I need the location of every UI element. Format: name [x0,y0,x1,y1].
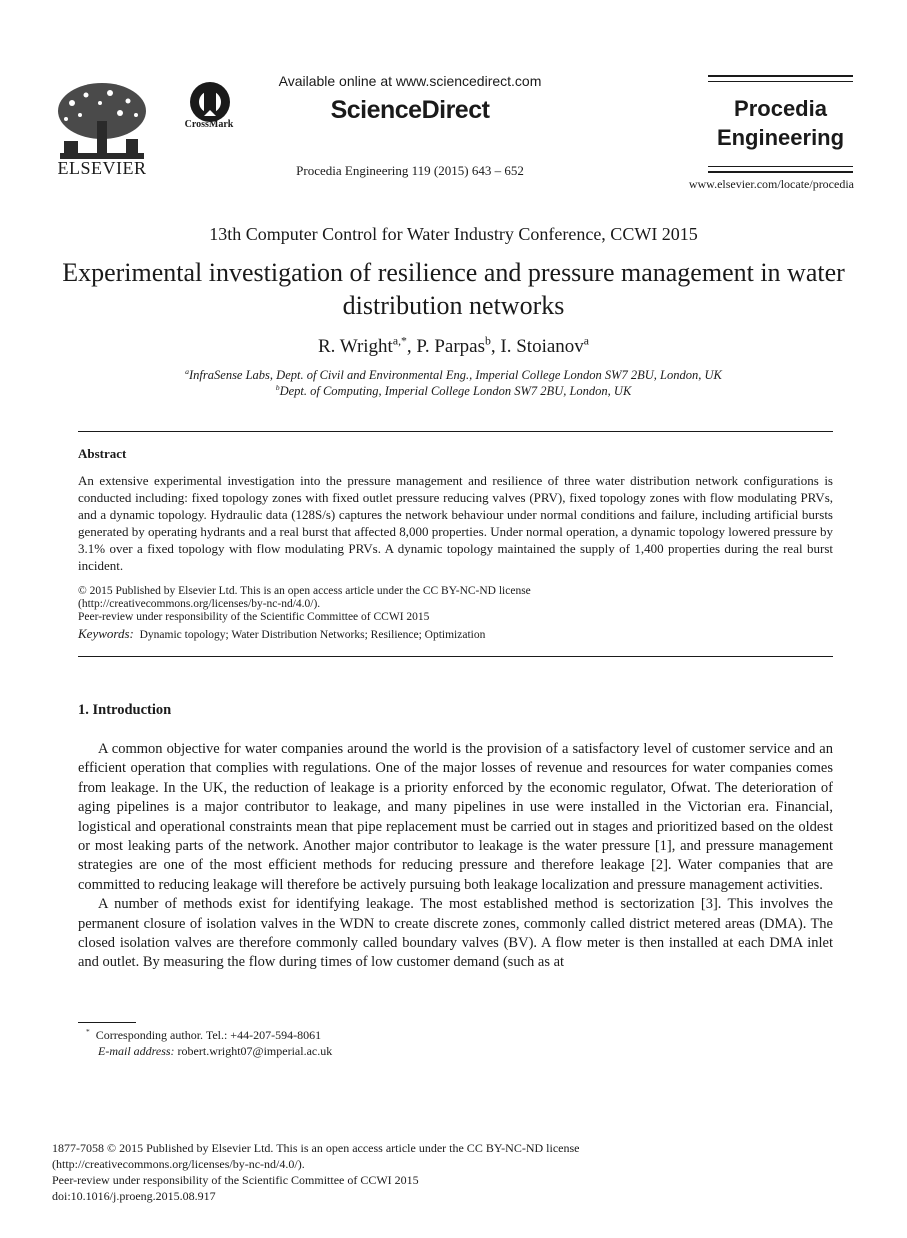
author-name: P. Parpas [416,336,486,357]
available-online[interactable]: Available online at www.sciencedirect.com [278,73,542,89]
keywords-line [78,627,833,642]
copyright-line: © 2015 Published by Elsevier Ltd. This is an open access article under the CC BY-NC-ND license [78,585,531,597]
crossmark-label: CrossMark [184,119,234,130]
footer-doi[interactable]: doi:10.1016/j.proeng.2015.08.917 [52,1189,216,1203]
author-affiliation-mark: a,* [392,334,407,348]
author-affiliation-mark: b [485,334,491,348]
license-link[interactable]: (http://creativecommons.org/licenses/by-nc-nd/4.0/). [78,598,321,610]
abstract-heading: Abstract [78,446,127,461]
paper-title: Experimental investigation of resilience and pressure management in water distribution networks [62,258,845,320]
intro-body [78,740,833,973]
journal-url[interactable]: www.elsevier.com/locate/procedia [688,177,854,191]
footer-issn: 1877-7058 © 2015 Published by Elsevier Ltd. This is an open access article under the CC BY-NC-ND license [52,1141,580,1155]
author-name: I. Stoianov [500,336,584,357]
author-affiliation-mark: a [583,334,590,348]
paragraph: A common objective for water companies around the world is the provision of a satisfactory level of customer service and an efficient operation that complies with regulations. One of the major losses of revenue and resources for water companies comes from leakage. In the UK, the reduction of leakage is a priority enforced by the economic regulator, Ofwat. The deterioration of aging pipelines is a major contributor to leakage, and many pipelines in use were installed in the Victorian era. Financial, logistical and operational constraints mean that pipe replacement must be carried out in stages and prioritized based on the oldest or most leaking parts of the network. Another major contributor to leakage is the water pressure [1], and pressure management strategies are one of the most efficient methods for reducing pressure and therefore leakage [2]. Water companies that are committed to reducing leakage will therefore be actively pursuing both leakage localization and pressure management activities. [78,741,833,893]
divider [78,656,833,657]
footer-peer-review: Peer-review under responsibility of the Scientific Committee of CCWI 2015 [52,1173,419,1187]
conference-name: 13th Computer Control for Water Industry Conference, CCWI 2015 [209,224,698,244]
journal-citation: Procedia Engineering 119 (2015) 643 – 652 [296,163,524,178]
sciencedirect-wordmark: ScienceDirect [330,96,490,124]
journal-title: Procedia Engineering [716,96,845,150]
section-heading: 1. Introduction [78,702,172,718]
affiliation-b: $^b$Dept. of Computing, Imperial College London SW7 2BU, London, UK [275,382,632,398]
peer-review-line: Peer-review under responsibility of the Scientific Committee of CCWI 2015 [78,611,430,623]
footnote-email [78,1044,853,1059]
publisher-name: ELSEVIER [57,158,147,178]
divider [78,431,833,432]
affiliation-a: $^a$InfraSense Labs, Dept. of Civil and Environmental Eng., Imperial College London SW7 2BU, London, UK [185,366,722,382]
abstract-body: An extensive experimental investigation into the pressure management and resilience of three water distribution network configurations is conducted including: fixed topology zones with fixed outlet pressure reducing valves (PRV), fixed topology zones with flow modulating PRVs, and a dynamic topology. Hydraulic data (128S/s) captures the network behaviour under normal conditions and failure, including artificial bursts generated by operating hydrants and a real burst that affected 8,000 properties. Under normal operation, a dynamic topology lowered pressure by 3.1% over a fixed topology with flow modulating PRVs. A dynamic topology maintained the supply of 1,400 properties during the real burst incident. [78,473,833,573]
keywords-label: Keywords: [78,626,134,641]
journal-masthead [708,72,853,176]
email-address[interactable]: robert.wright07@imperial.ac.uk [177,1044,333,1058]
author-list: R. Wright$^{a,*}$, P. Parpas$^b$, I. Stoianov$^a$ [317,334,590,357]
footnote-corresponding: * Corresponding author. Tel.: +44-207-594-8061 [86,1027,322,1042]
paragraph: A number of methods exist for identifying leakage. The most established method is sectorization [3]. This involves the permanent closure of isolation valves in the WDN to create discrete zones, commonly called district metered areas (DMA). The closed isolation valves are therefore commonly called boundary valves (BV). A flow meter is then installed at each DMA inlet and outlet. By measuring the flow during times of low customer demand (such as at [78,896,833,971]
footnote-rule [78,1022,136,1023]
author-name: R. Wright [317,336,393,357]
footer-license-link[interactable]: (http://creativecommons.org/licenses/by-nc-nd/4.0/). [52,1157,305,1171]
footnote-mark: * [86,1027,90,1036]
email-label: E-mail address: [98,1044,175,1058]
keywords: Dynamic topology; Water Distribution Networks; Resilience; Optimization [139,629,486,641]
